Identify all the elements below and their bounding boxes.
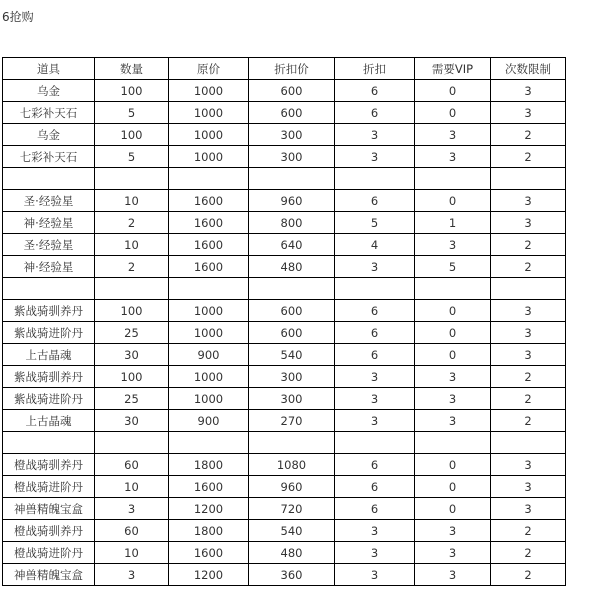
cell-item-name: 紫战骑进阶丹	[3, 322, 95, 344]
cell-discount-price: 600	[249, 80, 335, 102]
table-row	[3, 212, 566, 234]
group-separator-row	[3, 168, 566, 190]
empty-cell	[491, 278, 566, 300]
cell-original-price: 1600	[169, 476, 249, 498]
empty-cell	[169, 168, 249, 190]
cell-discount-price: 300	[249, 124, 335, 146]
cell-purchase-limit: 2	[491, 256, 566, 278]
cell-purchase-limit: 3	[491, 344, 566, 366]
cell-original-price: 1000	[169, 124, 249, 146]
cell-vip-required: 3	[415, 542, 491, 564]
cell-purchase-limit: 2	[491, 388, 566, 410]
cell-discount-price: 270	[249, 410, 335, 432]
cell-original-price: 1600	[169, 256, 249, 278]
cell-item-name: 圣·经验星	[3, 234, 95, 256]
cell-discount-price: 600	[249, 102, 335, 124]
cell-purchase-limit: 3	[491, 322, 566, 344]
cell-discount: 6	[335, 102, 415, 124]
cell-item-name: 紫战骑进阶丹	[3, 388, 95, 410]
empty-cell	[95, 432, 169, 454]
table-row	[3, 124, 566, 146]
empty-cell	[491, 432, 566, 454]
cell-quantity: 100	[95, 300, 169, 322]
empty-cell	[95, 168, 169, 190]
cell-vip-required: 0	[415, 476, 491, 498]
empty-cell	[415, 168, 491, 190]
table-row	[3, 366, 566, 388]
empty-cell	[491, 168, 566, 190]
cell-discount: 4	[335, 234, 415, 256]
cell-original-price: 1600	[169, 234, 249, 256]
group-separator-row	[3, 432, 566, 454]
cell-discount-price: 540	[249, 344, 335, 366]
cell-item-name: 神兽精魄宝盒	[3, 564, 95, 586]
cell-purchase-limit: 3	[491, 454, 566, 476]
cell-quantity: 10	[95, 234, 169, 256]
cell-item-name: 乌金	[3, 80, 95, 102]
cell-purchase-limit: 3	[491, 300, 566, 322]
cell-item-name: 上古晶魂	[3, 344, 95, 366]
cell-vip-required: 0	[415, 190, 491, 212]
empty-cell	[335, 432, 415, 454]
cell-discount: 3	[335, 366, 415, 388]
empty-cell	[169, 432, 249, 454]
cell-item-name: 七彩补天石	[3, 146, 95, 168]
cell-discount: 3	[335, 388, 415, 410]
cell-item-name: 紫战骑驯养丹	[3, 300, 95, 322]
cell-quantity: 3	[95, 498, 169, 520]
cell-item-name: 上古晶魂	[3, 410, 95, 432]
table-row	[3, 102, 566, 124]
cell-discount-price: 480	[249, 542, 335, 564]
cell-discount-price: 300	[249, 388, 335, 410]
cell-item-name: 神·经验星	[3, 256, 95, 278]
cell-discount-price: 360	[249, 564, 335, 586]
cell-quantity: 25	[95, 388, 169, 410]
cell-discount-price: 800	[249, 212, 335, 234]
document-title: 6抢购	[2, 10, 34, 24]
cell-vip-required: 1	[415, 212, 491, 234]
cell-purchase-limit: 2	[491, 124, 566, 146]
empty-cell	[3, 278, 95, 300]
cell-vip-required: 3	[415, 388, 491, 410]
table-row	[3, 234, 566, 256]
cell-discount-price: 960	[249, 190, 335, 212]
cell-discount: 3	[335, 520, 415, 542]
cell-quantity: 5	[95, 102, 169, 124]
cell-quantity: 30	[95, 410, 169, 432]
cell-vip-required: 0	[415, 300, 491, 322]
group-separator-row	[3, 278, 566, 300]
empty-cell	[249, 168, 335, 190]
empty-cell	[95, 278, 169, 300]
cell-quantity: 5	[95, 146, 169, 168]
header-cell-item: 道具	[3, 58, 95, 80]
cell-original-price: 1600	[169, 212, 249, 234]
cell-vip-required: 3	[415, 520, 491, 542]
cell-item-name: 七彩补天石	[3, 102, 95, 124]
cell-vip-required: 0	[415, 80, 491, 102]
cell-purchase-limit: 3	[491, 190, 566, 212]
cell-discount: 5	[335, 212, 415, 234]
cell-vip-required: 3	[415, 124, 491, 146]
cell-item-name: 橙战骑驯养丹	[3, 454, 95, 476]
cell-purchase-limit: 3	[491, 212, 566, 234]
table-row	[3, 344, 566, 366]
cell-quantity: 2	[95, 212, 169, 234]
cell-item-name: 神·经验星	[3, 212, 95, 234]
cell-original-price: 1000	[169, 322, 249, 344]
header-cell-discount: 折扣	[335, 58, 415, 80]
empty-cell	[249, 432, 335, 454]
cell-quantity: 10	[95, 476, 169, 498]
cell-discount: 6	[335, 322, 415, 344]
cell-purchase-limit: 2	[491, 366, 566, 388]
cell-discount-price: 600	[249, 300, 335, 322]
empty-cell	[415, 278, 491, 300]
table-row	[3, 498, 566, 520]
cell-item-name: 神兽精魄宝盒	[3, 498, 95, 520]
cell-vip-required: 3	[415, 564, 491, 586]
cell-vip-required: 0	[415, 498, 491, 520]
header-cell-quantity: 数量	[95, 58, 169, 80]
cell-discount-price: 300	[249, 366, 335, 388]
empty-cell	[169, 278, 249, 300]
header-cell-discount-price: 折扣价	[249, 58, 335, 80]
table-row	[3, 454, 566, 476]
cell-purchase-limit: 2	[491, 410, 566, 432]
empty-cell	[3, 168, 95, 190]
cell-discount: 6	[335, 476, 415, 498]
flash-sale-table	[2, 57, 566, 586]
empty-cell	[415, 432, 491, 454]
cell-item-name: 乌金	[3, 124, 95, 146]
table-row	[3, 388, 566, 410]
empty-cell	[249, 278, 335, 300]
cell-original-price: 1000	[169, 102, 249, 124]
cell-purchase-limit: 2	[491, 234, 566, 256]
cell-quantity: 100	[95, 366, 169, 388]
cell-item-name: 圣·经验星	[3, 190, 95, 212]
cell-purchase-limit: 3	[491, 80, 566, 102]
cell-original-price: 1600	[169, 190, 249, 212]
cell-discount: 3	[335, 146, 415, 168]
cell-vip-required: 0	[415, 344, 491, 366]
cell-item-name: 橙战骑进阶丹	[3, 476, 95, 498]
table-row	[3, 520, 566, 542]
header-cell-purchase-limit: 次数限制	[491, 58, 566, 80]
cell-purchase-limit: 3	[491, 102, 566, 124]
cell-purchase-limit: 2	[491, 542, 566, 564]
cell-original-price: 900	[169, 344, 249, 366]
cell-original-price: 1800	[169, 520, 249, 542]
cell-original-price: 1000	[169, 366, 249, 388]
cell-quantity: 25	[95, 322, 169, 344]
cell-purchase-limit: 2	[491, 520, 566, 542]
cell-item-name: 紫战骑驯养丹	[3, 366, 95, 388]
cell-discount: 6	[335, 300, 415, 322]
cell-original-price: 1000	[169, 80, 249, 102]
cell-vip-required: 3	[415, 410, 491, 432]
cell-quantity: 100	[95, 124, 169, 146]
cell-quantity: 100	[95, 80, 169, 102]
cell-original-price: 1000	[169, 146, 249, 168]
cell-discount: 3	[335, 256, 415, 278]
cell-discount: 6	[335, 190, 415, 212]
cell-purchase-limit: 2	[491, 146, 566, 168]
cell-discount: 3	[335, 410, 415, 432]
empty-cell	[335, 168, 415, 190]
table-header-row	[3, 58, 566, 80]
cell-discount: 3	[335, 542, 415, 564]
table-row	[3, 410, 566, 432]
header-cell-original-price: 原价	[169, 58, 249, 80]
table-row	[3, 564, 566, 586]
cell-discount: 6	[335, 498, 415, 520]
cell-discount: 6	[335, 454, 415, 476]
cell-discount-price: 1080	[249, 454, 335, 476]
cell-original-price: 1200	[169, 564, 249, 586]
cell-vip-required: 3	[415, 234, 491, 256]
cell-original-price: 1000	[169, 388, 249, 410]
cell-discount-price: 720	[249, 498, 335, 520]
header-cell-vip-required: 需要VIP	[415, 58, 491, 80]
cell-vip-required: 0	[415, 454, 491, 476]
cell-quantity: 30	[95, 344, 169, 366]
cell-original-price: 1200	[169, 498, 249, 520]
cell-quantity: 10	[95, 542, 169, 564]
table-row	[3, 80, 566, 102]
table-row	[3, 256, 566, 278]
cell-original-price: 900	[169, 410, 249, 432]
cell-vip-required: 0	[415, 102, 491, 124]
cell-discount-price: 600	[249, 322, 335, 344]
cell-purchase-limit: 3	[491, 476, 566, 498]
cell-discount: 3	[335, 564, 415, 586]
cell-quantity: 60	[95, 520, 169, 542]
cell-original-price: 1800	[169, 454, 249, 476]
cell-original-price: 1000	[169, 300, 249, 322]
cell-discount-price: 640	[249, 234, 335, 256]
table-row	[3, 322, 566, 344]
cell-discount-price: 300	[249, 146, 335, 168]
cell-item-name: 橙战骑进阶丹	[3, 542, 95, 564]
cell-discount-price: 480	[249, 256, 335, 278]
empty-cell	[3, 432, 95, 454]
cell-item-name: 橙战骑驯养丹	[3, 520, 95, 542]
cell-vip-required: 3	[415, 366, 491, 388]
cell-purchase-limit: 2	[491, 564, 566, 586]
table-row	[3, 190, 566, 212]
cell-vip-required: 3	[415, 146, 491, 168]
cell-discount-price: 960	[249, 476, 335, 498]
table-row	[3, 476, 566, 498]
cell-discount: 6	[335, 80, 415, 102]
table-row	[3, 300, 566, 322]
table-body	[3, 80, 566, 586]
table-row	[3, 146, 566, 168]
cell-vip-required: 5	[415, 256, 491, 278]
cell-quantity: 10	[95, 190, 169, 212]
cell-discount: 3	[335, 124, 415, 146]
cell-original-price: 1600	[169, 542, 249, 564]
cell-quantity: 60	[95, 454, 169, 476]
empty-cell	[335, 278, 415, 300]
cell-vip-required: 0	[415, 322, 491, 344]
table-row	[3, 542, 566, 564]
cell-quantity: 2	[95, 256, 169, 278]
cell-discount: 6	[335, 344, 415, 366]
cell-discount-price: 540	[249, 520, 335, 542]
cell-quantity: 3	[95, 564, 169, 586]
cell-purchase-limit: 3	[491, 498, 566, 520]
